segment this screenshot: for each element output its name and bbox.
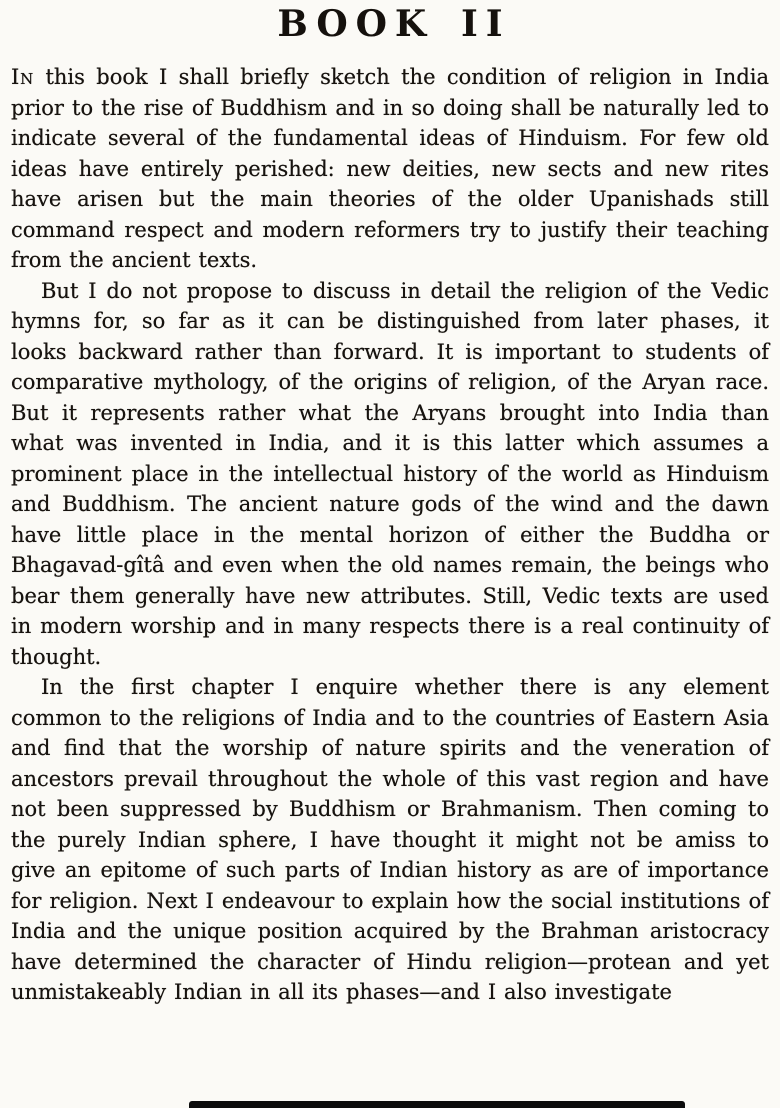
paragraph-2: But I do not propose to discuss in detail the religion of the Vedic hymns for, so far as it can be distinguished from later phases, it looks backward rather than forward. It is important to students of comparative mythology, of the origins of religion, of the Aryan race. But it represents rather what the Aryans brought into India than what was invented in India, and it is this latter which assumes a prominent place in the intellectual history of the world as Hinduism and Buddhism. The ancient nature gods of the wind and the dawn have little place in the mental horizon of either the Buddha or Bhagavad-gîtâ and even when the old names remain, the beings who bear them generally have new attributes. Still, Vedic texts are used in modern worship and in many respects there is a real continuity of thought. (11, 278, 769, 669)
paragraph-1 (11, 62, 769, 276)
paragraph-3: In the first chapter I enquire whether there is any element common to the religions of India and to the countries of Eastern Asia and find that the worship of nature spirits and the veneration of ancestors prevail throughout the whole of this vast region and have not been suppressed by Buddhism or Brahmanism. Then coming to the purely Indian sphere, I have thought it might not be amiss to give an epitome of such parts of Indian history as are of importance for religion. Next I endeavour to explain how the social institutions of India and the unique position acquired by the Brahman aristocracy have determined the character of Hindu religion—protean and yet unmistakeably Indian in all its phases—and I also investigate (11, 675, 769, 1004)
page-body (0, 62, 780, 1008)
book-title: BOOK II (277, 3, 511, 45)
paragraph-1-lead-smallcaps: In (11, 65, 35, 89)
paragraph-1-text: this book I shall briefly sketch the condition of religion in India prior to the rise of Buddhism and in so doing shall be naturally led to indicate several of the fundamental ideas of Hinduism. For few old ideas have entirely perished: new deities, new sects and new rites have arisen but the main theories of the older Upanishads still command respect and modern reformers try to justify their teaching from the ancient texts. (11, 65, 769, 272)
scan-artifact-bar (189, 1101, 685, 1108)
